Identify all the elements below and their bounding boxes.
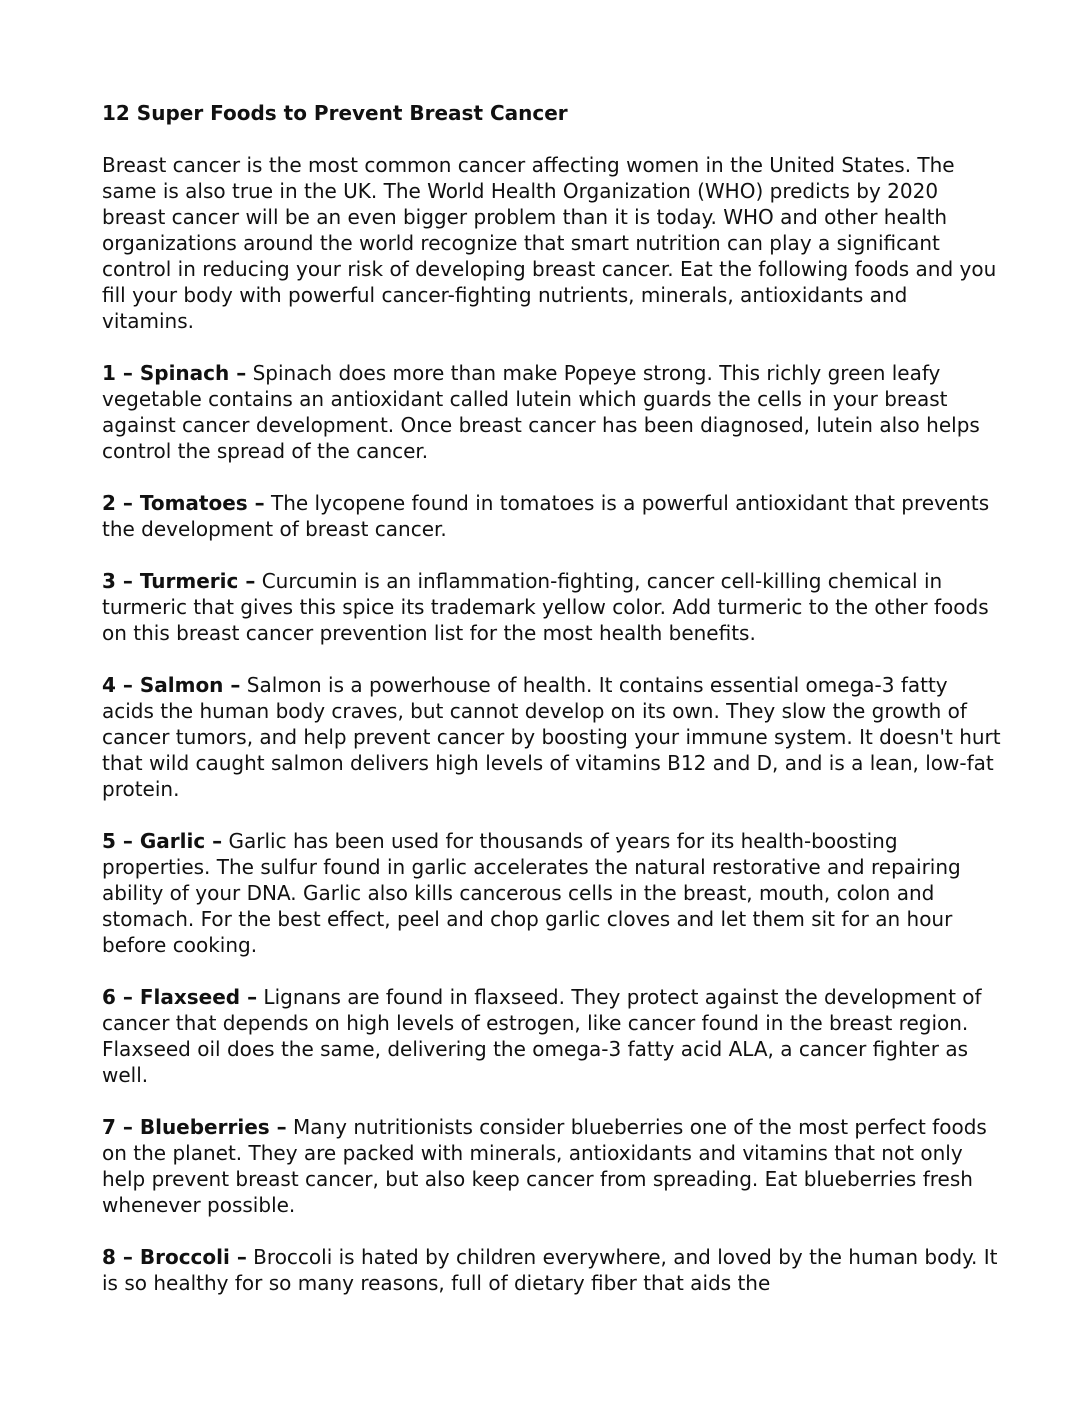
intro-paragraph: Breast cancer is the most common cancer affecting women in the United States. The same is also true in the UK. The World Health Organization (WHO) predicts by 2020 breast cancer will be an even bigger problem than it is today. WHO and other health organizations around the world recognize that smart nutrition can play a significant control in reducing your risk of developing breast cancer. Eat the following foods and you fill your body with powerful cancer-fighting nutrients, minerals, antioxidants and vitamins. <box>102 153 997 333</box>
food-description: Spinach does more than make Popeye strong. This richly green leafy vegetable contains an antioxidant called lutein which guards the cells in your breast against cancer development. Once breast cancer has been diagnosed, lutein also helps control the spread of the cancer. <box>102 361 980 463</box>
food-description: Curcumin is an inflammation-fighting, cancer cell-killing chemical in turmeric that gives this spice its trademark yellow color. Add turmeric to the other foods on this breast cancer prevention list for the most health benefits. <box>102 569 989 645</box>
food-heading: 5 – Garlic – <box>102 829 223 853</box>
food-heading: 8 – Broccoli – <box>102 1245 247 1269</box>
food-item-broccoli <box>102 1244 1002 1296</box>
food-heading: 1 – Spinach – <box>102 361 247 385</box>
food-item-spinach <box>102 360 1002 464</box>
food-description: Many nutritionists consider blueberries one of the most perfect foods on the planet. They are packed with minerals, antioxidants and vitamins that not only help prevent breast cancer, but also keep cancer from spreading. Eat blueberries fresh whenever possible. <box>102 1115 987 1217</box>
food-item-turmeric <box>102 568 1002 646</box>
food-heading: 3 – Turmeric – <box>102 569 256 593</box>
food-description: Salmon is a powerhouse of health. It contains essential omega-3 fatty acids the human body craves, but cannot develop on its own. They slow the growth of cancer tumors, and help prevent cancer by boosting your immune system. It doesn't hurt that wild caught salmon delivers high levels of vitamins B12 and D, and is a lean, low-fat protein. <box>102 673 1001 801</box>
food-description: The lycopene found in tomatoes is a powerful antioxidant that prevents the development of breast cancer. <box>102 491 990 541</box>
food-heading: 4 – Salmon – <box>102 673 241 697</box>
food-item-flaxseed <box>102 984 1002 1088</box>
food-description: Garlic has been used for thousands of years for its health-boosting properties. The sulfur found in garlic accelerates the natural restorative and repairing ability of your DNA. Garlic also kills cancerous cells in the breast, mouth, colon and stomach. For the best effect, peel and chop garlic cloves and let them sit for an hour before cooking. <box>102 829 961 957</box>
document-page <box>102 100 1002 1322</box>
food-item-tomatoes <box>102 490 1002 542</box>
food-item-blueberries <box>102 1114 1002 1218</box>
food-description: Broccoli is hated by children everywhere, and loved by the human body. It is so healthy for so many reasons, full of dietary fiber that aids the <box>102 1245 998 1295</box>
food-heading: 6 – Flaxseed – <box>102 985 258 1009</box>
food-heading: 2 – Tomatoes – <box>102 491 265 515</box>
food-item-salmon <box>102 672 1002 802</box>
food-item-garlic <box>102 828 1002 958</box>
food-description: Lignans are found in flaxseed. They protect against the development of cancer that depends on high levels of estrogen, like cancer found in the breast region. Flaxseed oil does the same, delivering the omega-3 fatty acid ALA, a cancer fighter as well. <box>102 985 982 1087</box>
document-title: 12 Super Foods to Prevent Breast Cancer <box>102 101 568 125</box>
food-heading: 7 – Blueberries – <box>102 1115 287 1139</box>
